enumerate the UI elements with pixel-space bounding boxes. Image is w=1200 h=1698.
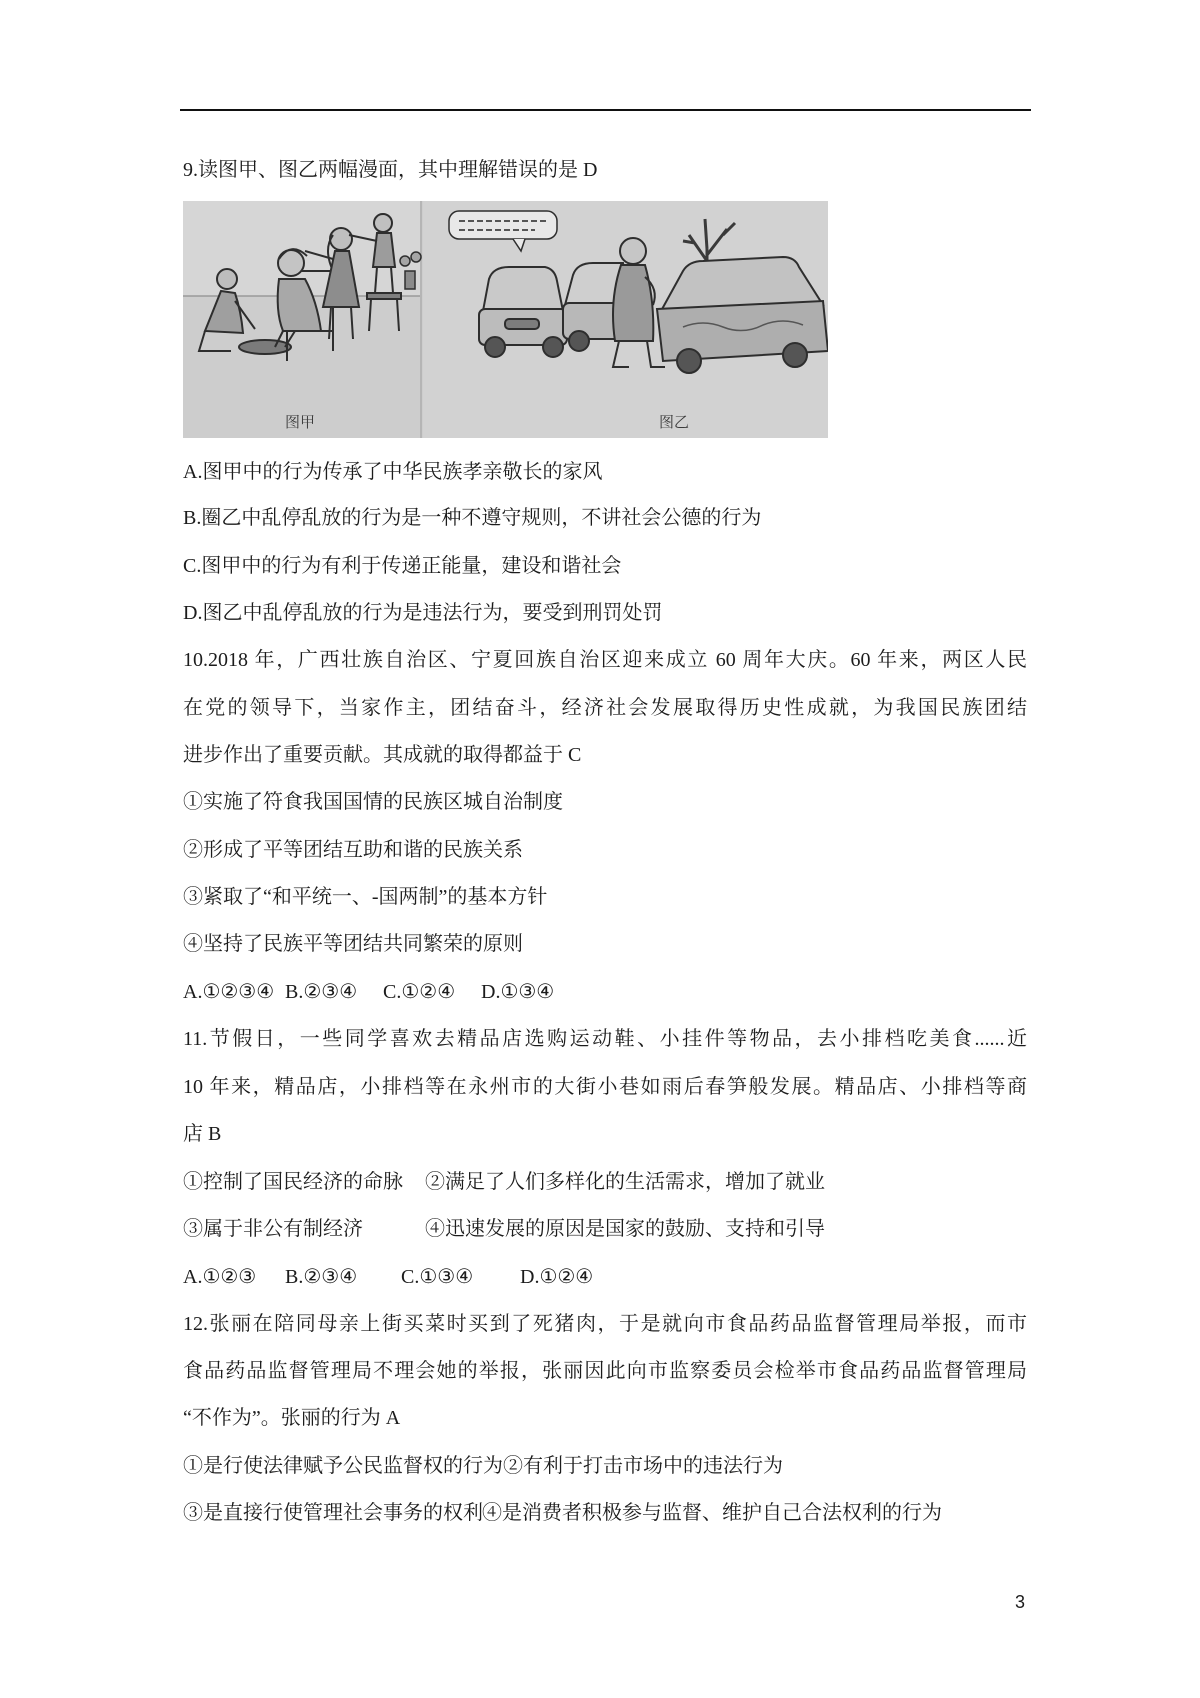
header-rule bbox=[180, 109, 1031, 111]
q9-option-a: A.图甲中的行为传承了中华民族孝亲敬长的家风 bbox=[183, 461, 603, 483]
q11-choice-a: A.①②③ bbox=[183, 1266, 257, 1288]
q11-stem-line-3: 店 B bbox=[183, 1123, 222, 1145]
q11-choice-c: C.①③④ bbox=[401, 1266, 474, 1288]
q12-stem-line-2: 食品药品监督管理局不理会她的举报，张丽因此向市监察委员会检举市食品药品监督管理局 bbox=[183, 1360, 1027, 1382]
q12-stem-line-1: 12.张丽在陪同母亲上街买菜时买到了死猪肉，于是就向市食品药品监督管理局举报，而市 bbox=[183, 1313, 1027, 1335]
q11-stem-line-2: 10 年来，精品店，小排档等在永州市的大街小巷如雨后春笋般发展。精品店、小排档等商 bbox=[183, 1076, 1027, 1098]
q10-stem-line-1: 10.2018 年，广西壮族自治区、宁夏回族自治区迎来成立 60 周年大庆。60 年来，两区人民 bbox=[183, 649, 1027, 671]
figure-label-jia: 图甲 bbox=[285, 413, 316, 431]
q9-option-c: C.图甲中的行为有利于传递正能量，建设和谐社会 bbox=[183, 555, 622, 577]
q12-item-4: ④是消费者积极参与监督、维护自己合法权利的行为 bbox=[482, 1502, 942, 1524]
parked-car-left bbox=[479, 267, 567, 357]
q11-item-3: ③属于非公有制经济 bbox=[183, 1218, 363, 1240]
q11-choice-b: B.②③④ bbox=[285, 1266, 358, 1288]
q10-item-3: ③紧取了“和平统一、-国两制”的基本方针 bbox=[183, 886, 548, 908]
q10-item-2: ②形成了平等团结互助和谐的民族关系 bbox=[183, 839, 523, 861]
q11-item-1: ①控制了国民经济的命脉 bbox=[183, 1171, 403, 1193]
page-number: 3 bbox=[1015, 1592, 1026, 1612]
q10-choice-a: A.①②③④ bbox=[183, 981, 275, 1003]
q9-cartoon-figure bbox=[183, 201, 828, 438]
q11-item-2: ②满足了人们多样化的生活需求，增加了就业 bbox=[425, 1171, 825, 1193]
q12-items-1-2: ①是行使法律赋予公民监督权的行为②有利于打击市场中的违法行为 bbox=[183, 1455, 783, 1477]
q11-item-4: ④迅速发展的原因是国家的鼓励、支持和引导 bbox=[425, 1218, 825, 1240]
cartoon-svg bbox=[183, 201, 828, 438]
parked-car-right bbox=[657, 257, 828, 373]
q9-option-d: D.图乙中乱停乱放的行为是违法行为，要受到刑罚处罚 bbox=[183, 602, 663, 624]
q10-item-4: ④坚持了民族平等团结共同繁荣的原则 bbox=[183, 933, 523, 955]
q10-stem-line-2: 在党的领导下，当家作主，团结奋斗，经济社会发展取得历史性成就，为我国民族团结 bbox=[183, 697, 1027, 719]
q10-choice-c: C.①②④ bbox=[383, 981, 456, 1003]
wash-basin bbox=[239, 340, 291, 354]
q11-stem-line-1: 11.节假日，一些同学喜欢去精品店选购运动鞋、小挂件等物品，去小排档吃美食......近 bbox=[183, 1028, 1027, 1050]
q11-choice-d: D.①②④ bbox=[520, 1266, 594, 1288]
q10-choice-d: D.①③④ bbox=[481, 981, 555, 1003]
q12-item-3: ③是直接行使管理社会事务的权利 bbox=[183, 1502, 483, 1524]
q12-stem-line-3: “不作为”。张丽的行为 A bbox=[183, 1407, 401, 1429]
figure-label-yi: 图乙 bbox=[659, 413, 690, 431]
q10-stem-line-3: 进步作出了重要贡献。其成就的取得都益于 C bbox=[183, 744, 582, 766]
q9-option-b: B.圈乙中乱停乱放的行为是一种不遵守规则，不讲社会公德的行为 bbox=[183, 507, 762, 529]
q10-choice-b: B.②③④ bbox=[285, 981, 358, 1003]
q9-stem: 9.读图甲、图乙两幅漫面，其中理解错误的是 D bbox=[183, 159, 598, 181]
q10-item-1: ①实施了符食我国国情的民族区城自治制度 bbox=[183, 791, 563, 813]
